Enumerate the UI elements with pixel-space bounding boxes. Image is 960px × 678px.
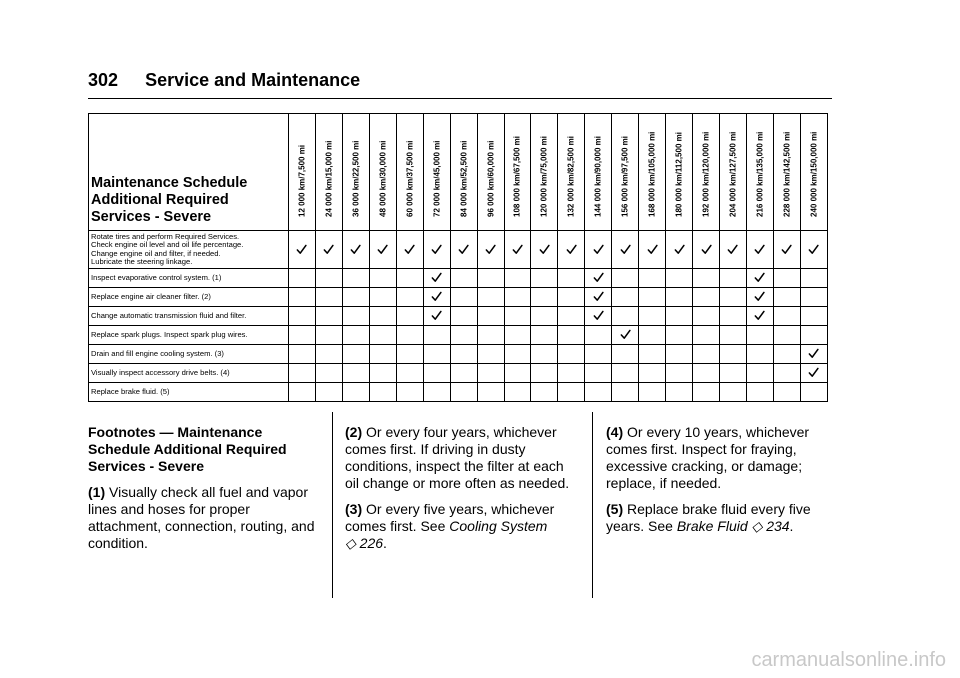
- table-row: [89, 364, 828, 383]
- schedule-cell: [800, 345, 827, 364]
- check-icon: [674, 244, 685, 255]
- schedule-cell: [369, 364, 396, 383]
- schedule-cell: [342, 383, 369, 402]
- interval-header: [315, 114, 342, 231]
- maintenance-schedule-table: [88, 113, 828, 402]
- schedule-cell: [396, 326, 423, 345]
- table-header-row: [89, 114, 828, 231]
- check-icon: [593, 310, 604, 321]
- schedule-cell: [477, 288, 504, 307]
- interval-label: 228 000 km/142,500 mi: [782, 131, 792, 217]
- schedule-cell: [504, 269, 531, 288]
- schedule-cell: [396, 231, 423, 269]
- column-divider: [332, 412, 333, 598]
- schedule-cell: [666, 345, 693, 364]
- schedule-cell: [289, 383, 316, 402]
- schedule-cell: [693, 269, 720, 288]
- interval-label: 120 000 km/75,000 mi: [539, 136, 549, 217]
- schedule-cell: [639, 231, 666, 269]
- check-icon: [754, 310, 765, 321]
- schedule-cell: [612, 288, 639, 307]
- schedule-cell: [531, 345, 558, 364]
- schedule-cell: [450, 364, 477, 383]
- interval-header: [612, 114, 639, 231]
- schedule-cell: [693, 288, 720, 307]
- schedule-cell: [558, 345, 585, 364]
- footnotes-column-1: [88, 424, 324, 561]
- schedule-cell: [720, 288, 747, 307]
- schedule-cell: [450, 307, 477, 326]
- check-icon: [701, 244, 712, 255]
- interval-label: 60 000 km/37,500 mi: [405, 140, 415, 217]
- schedule-cell: [666, 269, 693, 288]
- schedule-cell: [477, 383, 504, 402]
- schedule-cell: [800, 269, 827, 288]
- schedule-cell: [315, 383, 342, 402]
- schedule-cell: [693, 307, 720, 326]
- table-row: [89, 288, 828, 307]
- check-icon: [620, 329, 631, 340]
- schedule-cell: [746, 345, 773, 364]
- schedule-cell: [315, 345, 342, 364]
- interval-header: [639, 114, 666, 231]
- schedule-cell: [612, 364, 639, 383]
- schedule-cell: [612, 345, 639, 364]
- schedule-cell: [639, 269, 666, 288]
- check-icon: [754, 291, 765, 302]
- schedule-cell: [558, 383, 585, 402]
- interval-label: 108 000 km/67,500 mi: [512, 136, 522, 217]
- cross-reference-link[interactable]: Cooling System: [449, 518, 548, 534]
- schedule-cell: [558, 307, 585, 326]
- table-row: [89, 345, 828, 364]
- footnote-5: (5) Replace brake fluid every five years. See Brake Fluid ◇ 234.: [606, 501, 811, 534]
- check-icon: [404, 244, 415, 255]
- schedule-cell: [450, 345, 477, 364]
- schedule-cell: [585, 345, 612, 364]
- task-description: Replace spark plugs. Inspect spark plug wires.: [89, 326, 289, 345]
- schedule-cell: [315, 231, 342, 269]
- interval-label: 132 000 km/82,500 mi: [566, 136, 576, 217]
- schedule-cell: [450, 269, 477, 288]
- schedule-cell: [639, 307, 666, 326]
- schedule-cell: [746, 307, 773, 326]
- schedule-cell: [720, 383, 747, 402]
- interval-label: 144 000 km/90,000 mi: [593, 136, 603, 217]
- schedule-cell: [477, 345, 504, 364]
- interval-header: [666, 114, 693, 231]
- interval-label: 168 000 km/105,000 mi: [647, 131, 657, 217]
- schedule-cell: [315, 288, 342, 307]
- interval-label: 36 000 km/22,500 mi: [351, 140, 361, 217]
- schedule-cell: [666, 326, 693, 345]
- check-icon: [647, 244, 658, 255]
- schedule-cell: [423, 269, 450, 288]
- schedule-cell: [504, 307, 531, 326]
- schedule-cell: [585, 307, 612, 326]
- interval-label: 12 000 km/7,500 mi: [297, 144, 307, 217]
- schedule-cell: [369, 307, 396, 326]
- schedule-cell: [342, 288, 369, 307]
- schedule-cell: [585, 383, 612, 402]
- schedule-cell: [773, 269, 800, 288]
- schedule-cell: [612, 307, 639, 326]
- check-icon: [808, 367, 819, 378]
- section-title: Service and Maintenance: [145, 70, 361, 90]
- interval-header: [746, 114, 773, 231]
- schedule-cell: [289, 307, 316, 326]
- interval-header: [423, 114, 450, 231]
- schedule-cell: [639, 364, 666, 383]
- interval-header: [450, 114, 477, 231]
- interval-label: 192 000 km/120,000 mi: [701, 131, 711, 217]
- schedule-cell: [693, 383, 720, 402]
- page-number: 302: [88, 70, 119, 90]
- task-description: Change automatic transmission fluid and filter.: [89, 307, 289, 326]
- check-icon: [431, 272, 442, 283]
- schedule-cell: [720, 364, 747, 383]
- check-icon: [620, 244, 631, 255]
- schedule-cell: [423, 364, 450, 383]
- schedule-cell: [773, 345, 800, 364]
- schedule-cell: [369, 345, 396, 364]
- schedule-cell: [773, 326, 800, 345]
- schedule-cell: [639, 288, 666, 307]
- schedule-cell: [720, 269, 747, 288]
- schedule-cell: [369, 231, 396, 269]
- schedule-cell: [450, 383, 477, 402]
- schedule-cell: [800, 326, 827, 345]
- schedule-cell: [504, 345, 531, 364]
- schedule-cell: [369, 288, 396, 307]
- schedule-cell: [693, 231, 720, 269]
- schedule-cell: [342, 364, 369, 383]
- interval-header: [773, 114, 800, 231]
- schedule-cell: [396, 345, 423, 364]
- schedule-cell: [315, 326, 342, 345]
- check-icon: [296, 244, 307, 255]
- page-header: [88, 70, 360, 91]
- footnotes-heading: Footnotes — Maintenance Schedule Additional Required Services - Severe: [88, 424, 287, 474]
- interval-label: 48 000 km/30,000 mi: [378, 140, 388, 217]
- schedule-cell: [773, 288, 800, 307]
- schedule-cell: [746, 364, 773, 383]
- schedule-cell: [666, 364, 693, 383]
- schedule-cell: [558, 364, 585, 383]
- schedule-cell: [773, 307, 800, 326]
- schedule-cell: [450, 326, 477, 345]
- schedule-cell: [585, 326, 612, 345]
- check-icon: [593, 291, 604, 302]
- schedule-cell: [531, 364, 558, 383]
- interval-label: 96 000 km/60,000 mi: [486, 140, 496, 217]
- schedule-cell: [289, 364, 316, 383]
- schedule-cell: [423, 326, 450, 345]
- schedule-cell: [746, 231, 773, 269]
- schedule-cell: [746, 383, 773, 402]
- footnote-3: (3) Or every five years, whichever comes first. See Cooling System ◇ 226.: [345, 501, 555, 551]
- schedule-cell: [369, 326, 396, 345]
- cross-reference-link[interactable]: Brake Fluid: [676, 518, 748, 534]
- schedule-cell: [720, 345, 747, 364]
- table-row: [89, 326, 828, 345]
- schedule-cell: [369, 269, 396, 288]
- schedule-cell: [423, 231, 450, 269]
- check-icon: [539, 244, 550, 255]
- schedule-cell: [746, 269, 773, 288]
- schedule-cell: [477, 269, 504, 288]
- check-icon: [727, 244, 738, 255]
- schedule-cell: [612, 231, 639, 269]
- schedule-cell: [800, 307, 827, 326]
- page-reference[interactable]: 226: [359, 535, 384, 551]
- check-icon: [781, 244, 792, 255]
- schedule-cell: [666, 231, 693, 269]
- schedule-cell: [289, 345, 316, 364]
- interval-label: 84 000 km/52,500 mi: [459, 140, 469, 217]
- schedule-cell: [585, 231, 612, 269]
- watermark: carmanualsonline.info: [751, 649, 946, 671]
- schedule-cell: [585, 364, 612, 383]
- schedule-cell: [315, 364, 342, 383]
- schedule-cell: [693, 326, 720, 345]
- schedule-cell: [396, 269, 423, 288]
- interval-header: [477, 114, 504, 231]
- schedule-cell: [531, 288, 558, 307]
- schedule-cell: [423, 307, 450, 326]
- schedule-cell: [531, 383, 558, 402]
- schedule-cell: [396, 307, 423, 326]
- schedule-cell: [289, 269, 316, 288]
- schedule-cell: [477, 364, 504, 383]
- schedule-cell: [477, 307, 504, 326]
- interval-header: [369, 114, 396, 231]
- interval-label: 24 000 km/15,000 mi: [324, 140, 334, 217]
- schedule-cell: [504, 364, 531, 383]
- check-icon: [350, 244, 361, 255]
- header-rule: [88, 98, 832, 99]
- interval-header: [693, 114, 720, 231]
- task-description: Replace brake fluid. (5): [89, 383, 289, 402]
- check-icon: [323, 244, 334, 255]
- interval-label: 180 000 km/112,500 mi: [674, 132, 684, 217]
- schedule-cell: [504, 326, 531, 345]
- schedule-cell: [800, 364, 827, 383]
- check-icon: [754, 272, 765, 283]
- interval-header: [396, 114, 423, 231]
- schedule-cell: [315, 307, 342, 326]
- footnote-4: (4) Or every 10 years, whichever comes first. Inspect for fraying, excessive cracking, or damage; replace, if needed.: [606, 424, 810, 491]
- interval-label: 216 000 km/135,000 mi: [755, 131, 765, 217]
- schedule-cell: [315, 269, 342, 288]
- check-icon: [808, 244, 819, 255]
- schedule-cell: [773, 231, 800, 269]
- page-reference[interactable]: 234: [766, 518, 790, 534]
- schedule-cell: [342, 345, 369, 364]
- schedule-cell: [666, 288, 693, 307]
- check-icon: [754, 244, 765, 255]
- schedule-cell: [585, 269, 612, 288]
- check-icon: [431, 244, 442, 255]
- schedule-cell: [423, 345, 450, 364]
- schedule-cell: [504, 231, 531, 269]
- schedule-cell: [342, 326, 369, 345]
- check-icon: [431, 291, 442, 302]
- table-row: [89, 307, 828, 326]
- interval-header: [289, 114, 316, 231]
- footnotes-column-3: [606, 424, 836, 544]
- schedule-cell: [423, 383, 450, 402]
- footnote-1: (1) Visually check all fuel and vapor lines and hoses for proper attachment, connection, routing, and condition.: [88, 484, 315, 551]
- table-row: [89, 269, 828, 288]
- schedule-cell: [666, 307, 693, 326]
- schedule-cell: [558, 326, 585, 345]
- check-icon: [593, 272, 604, 283]
- page-ref-icon: ◇: [345, 535, 360, 551]
- schedule-cell: [369, 383, 396, 402]
- interval-header: [504, 114, 531, 231]
- schedule-cell: [504, 383, 531, 402]
- schedule-cell: [720, 231, 747, 269]
- schedule-cell: [289, 326, 316, 345]
- schedule-cell: [396, 383, 423, 402]
- schedule-cell: [800, 288, 827, 307]
- interval-label: 72 000 km/45,000 mi: [432, 140, 442, 217]
- schedule-cell: [450, 231, 477, 269]
- schedule-cell: [477, 231, 504, 269]
- schedule-cell: [693, 345, 720, 364]
- task-description: Visually inspect accessory drive belts. (4): [89, 364, 289, 383]
- table-row: [89, 383, 828, 402]
- schedule-cell: [396, 288, 423, 307]
- schedule-cell: [450, 288, 477, 307]
- schedule-cell: [531, 231, 558, 269]
- table-title: Maintenance Schedule Additional Required Services - Severe: [89, 114, 289, 231]
- schedule-cell: [773, 383, 800, 402]
- interval-header: [800, 114, 827, 231]
- schedule-cell: [558, 269, 585, 288]
- schedule-cell: [639, 383, 666, 402]
- interval-header: [342, 114, 369, 231]
- task-description: Replace engine air cleaner filter. (2): [89, 288, 289, 307]
- schedule-cell: [531, 326, 558, 345]
- schedule-cell: [612, 269, 639, 288]
- schedule-cell: [558, 288, 585, 307]
- schedule-cell: [720, 326, 747, 345]
- schedule-cell: [396, 364, 423, 383]
- check-icon: [485, 244, 496, 255]
- check-icon: [512, 244, 523, 255]
- interval-header: [585, 114, 612, 231]
- schedule-cell: [773, 364, 800, 383]
- check-icon: [431, 310, 442, 321]
- schedule-cell: [666, 383, 693, 402]
- schedule-cell: [585, 288, 612, 307]
- column-divider: [592, 412, 593, 598]
- schedule-cell: [800, 383, 827, 402]
- schedule-cell: [342, 269, 369, 288]
- schedule-cell: [504, 288, 531, 307]
- footnotes-column-2: [345, 424, 581, 561]
- schedule-cell: [693, 364, 720, 383]
- task-description: Drain and fill engine cooling system. (3): [89, 345, 289, 364]
- schedule-cell: [800, 231, 827, 269]
- schedule-cell: [746, 326, 773, 345]
- schedule-cell: [289, 288, 316, 307]
- interval-label: 240 000 km/150,000 mi: [809, 131, 819, 217]
- interval-label: 156 000 km/97,500 mi: [620, 136, 630, 217]
- check-icon: [377, 244, 388, 255]
- table-row: [89, 231, 828, 269]
- check-icon: [593, 244, 604, 255]
- schedule-cell: [639, 345, 666, 364]
- check-icon: [566, 244, 577, 255]
- schedule-cell: [612, 383, 639, 402]
- schedule-cell: [558, 231, 585, 269]
- interval-header: [531, 114, 558, 231]
- schedule-cell: [531, 307, 558, 326]
- check-icon: [458, 244, 469, 255]
- page-ref-icon: ◇: [747, 518, 767, 534]
- schedule-cell: [531, 269, 558, 288]
- schedule-cell: [342, 231, 369, 269]
- check-icon: [808, 348, 819, 359]
- schedule-cell: [289, 231, 316, 269]
- interval-header: [558, 114, 585, 231]
- schedule-cell: [639, 326, 666, 345]
- footnote-2: (2) Or every four years, whichever comes first. If driving in dusty conditions, inspect the filter at each oil change or more often as needed.: [345, 424, 570, 491]
- schedule-cell: [612, 326, 639, 345]
- schedule-cell: [477, 326, 504, 345]
- interval-label: 204 000 km/127,500 mi: [728, 131, 738, 217]
- schedule-cell: [746, 288, 773, 307]
- schedule-cell: [423, 288, 450, 307]
- task-description: Rotate tires and perform Required Services. Check engine oil level and oil life percentage. Change engine oil and filter, if needed. Lubricate the steering linkage.: [89, 231, 289, 269]
- interval-header: [720, 114, 747, 231]
- schedule-cell: [342, 307, 369, 326]
- task-description: Inspect evaporative control system. (1): [89, 269, 289, 288]
- schedule-cell: [720, 307, 747, 326]
